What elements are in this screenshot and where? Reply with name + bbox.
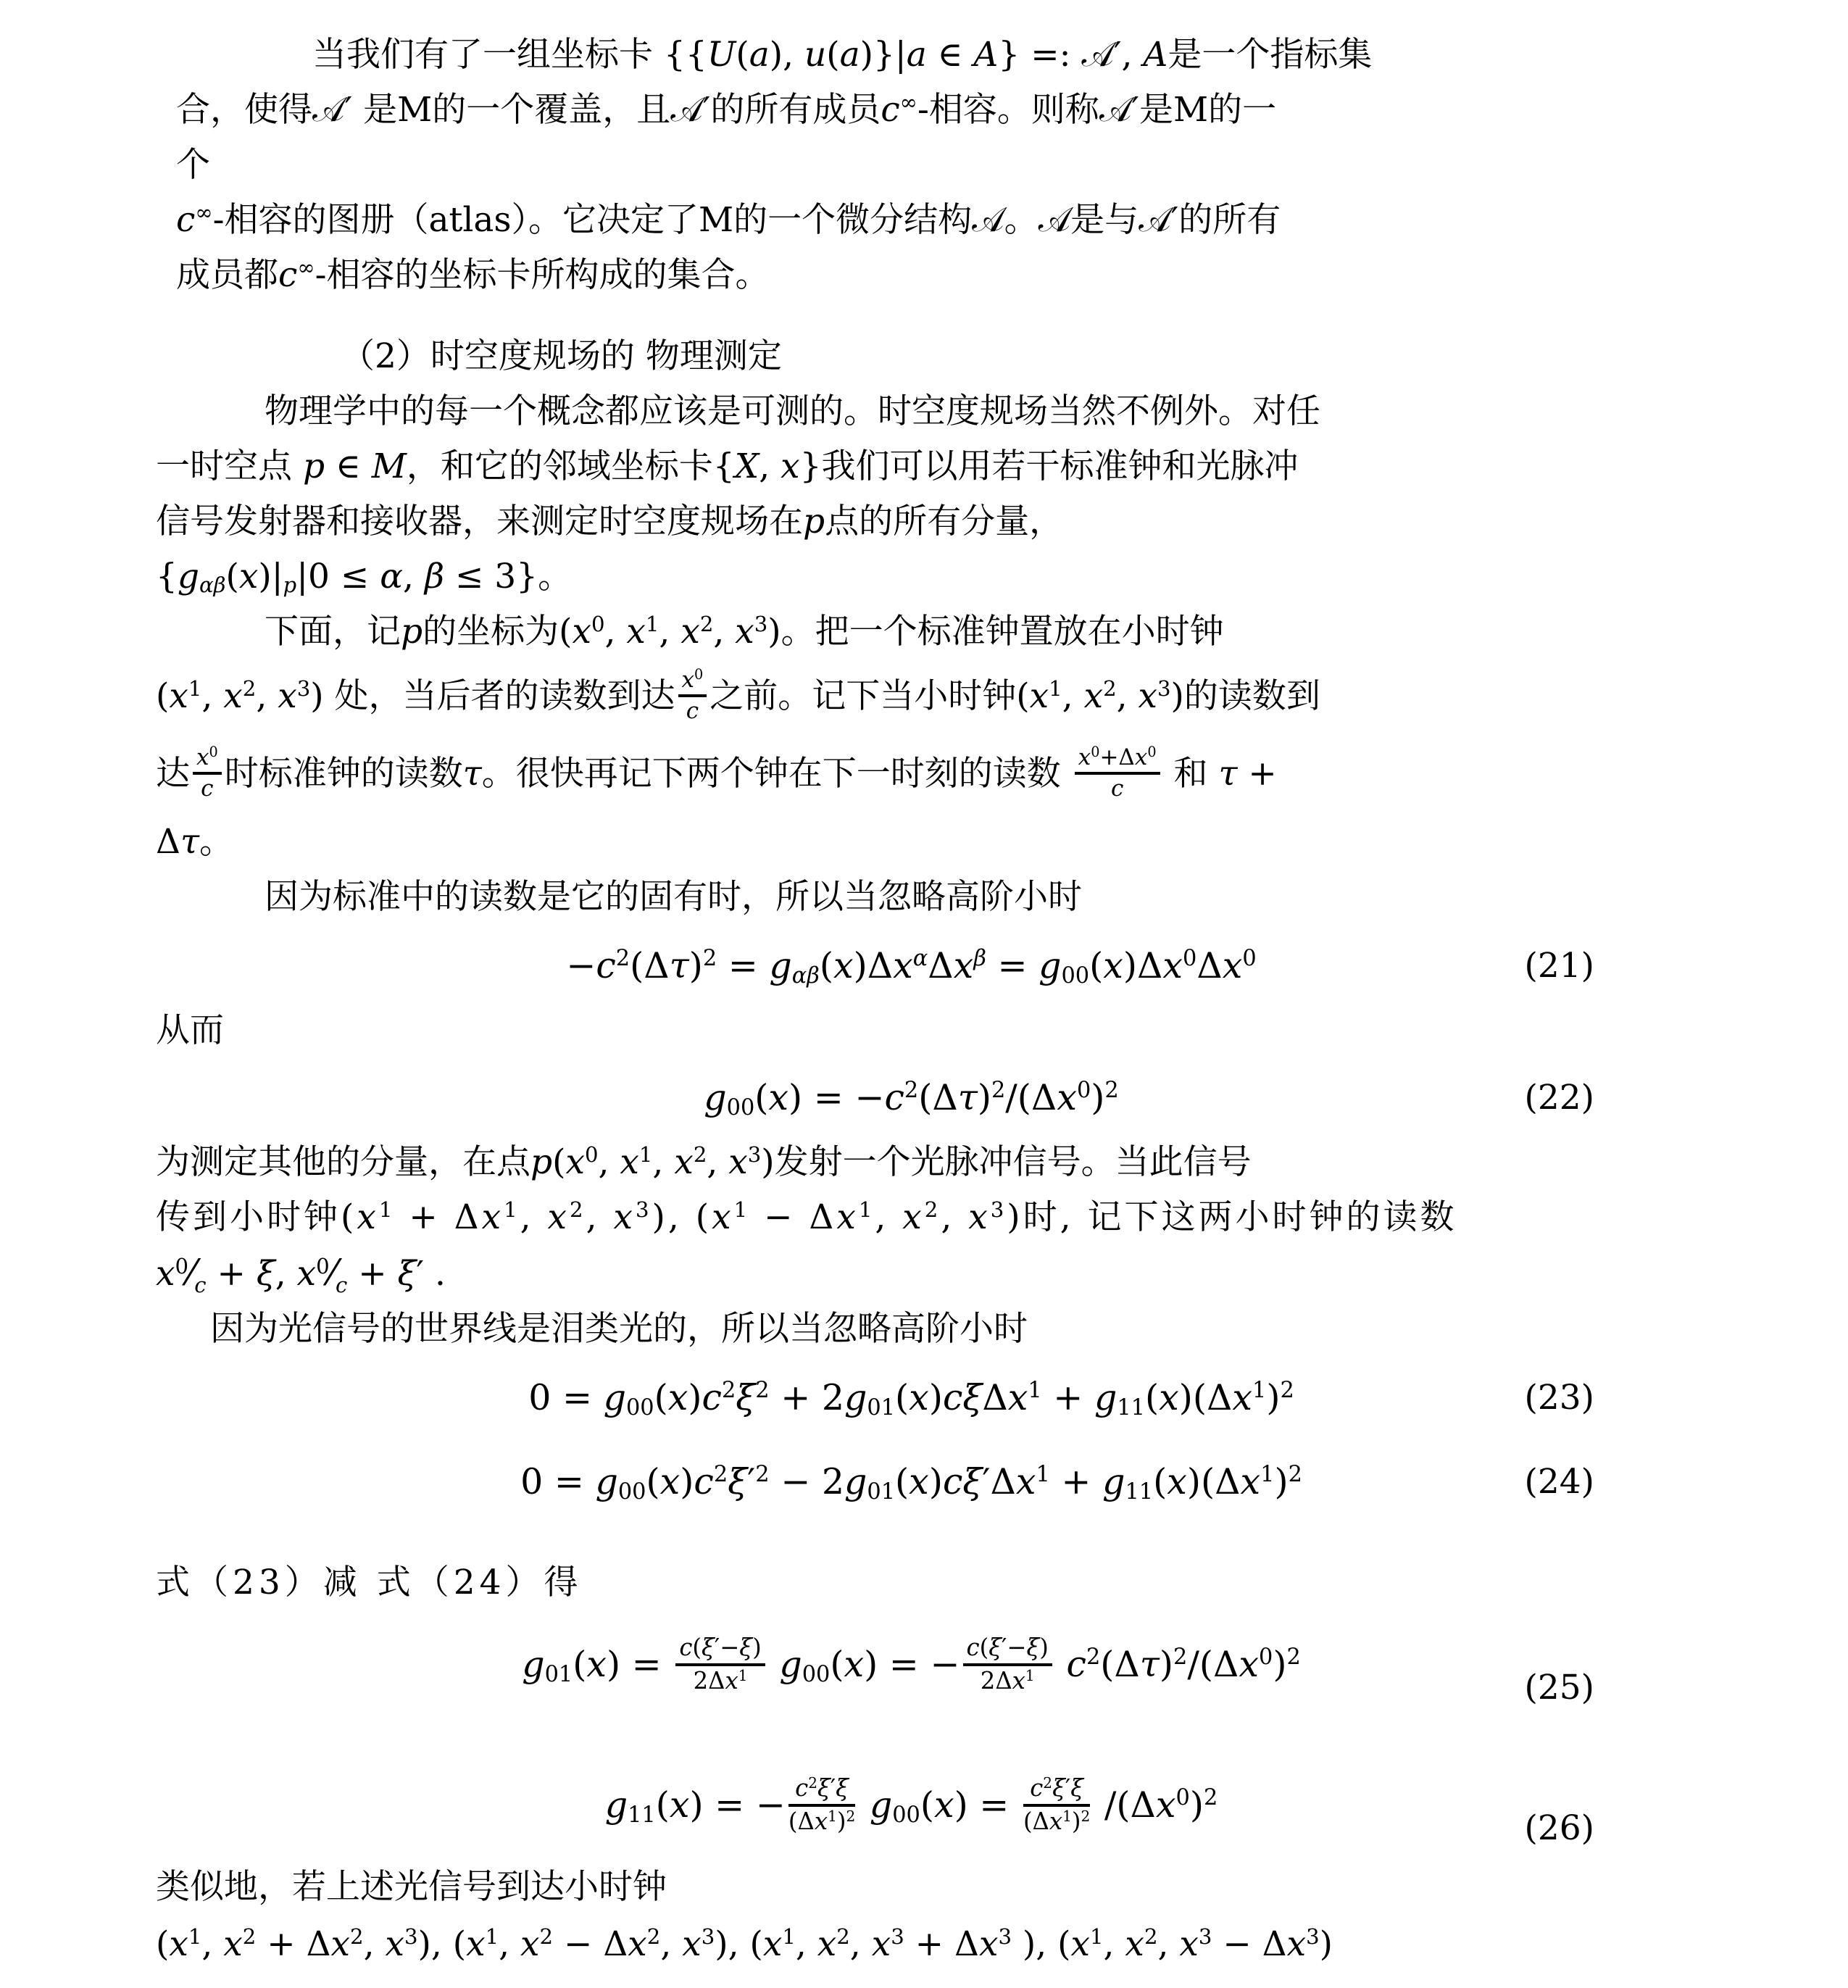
para-null-line-1: 因为光信号的世界线是泪类光的，所以当忽略高阶小时 bbox=[210, 1309, 1028, 1349]
para-other-line-2: 传到小时钟($x^1 + \Delta x^1$, $x^2$, $x^3$), ($x^1 - \Delta x^1$, $x^2$, $x^3$)时, 记下这两小时钟的读数 bbox=[156, 1197, 1457, 1237]
para-below-line-2: ($x^1$, $x^2$, $x^3$) 处，当后者的读数到达 $\frac{x^0}{c}$ 之前。记下当小时钟($x^1$, $x^2$, $x^3$)的读数到 bbox=[156, 666, 1320, 725]
equation-26 bbox=[156, 1751, 1667, 1860]
para-similar-line-1: 类似地，若上述光信号到达小时钟 bbox=[156, 1867, 667, 1907]
equation-21 bbox=[156, 935, 1667, 997]
para-below-line-4: Δτ。 bbox=[156, 822, 233, 862]
para-below-line-1: 下面，记p的坐标为($x^0$, $x^1$, $x^2$, $x^3$)。把一个标准钟置放在小时钟 bbox=[265, 611, 1224, 652]
para-proper-line-1: 因为标准中的读数是它的固有时，所以当忽略高阶小时 bbox=[265, 877, 1082, 917]
equation-25-number: (25) bbox=[1524, 1668, 1594, 1708]
equation-21-number: (21) bbox=[1524, 946, 1594, 986]
para-atlas-line-5: 成员都c∞-相容的坐标卡所构成的集合。 bbox=[176, 254, 770, 295]
equation-25 bbox=[156, 1610, 1667, 1719]
para-atlas-line-2: 合，使得𝒜′ 是M的一个覆盖，且𝒜′的所有成员c∞-相容。则称𝒜′是M的一 bbox=[176, 89, 1277, 130]
equation-24-body: $0 = g_{00}(x)c^2\xi'^2 - 2g_{01}(x)c\xi'\Delta x^1 + g_{11}(x)(\Delta x^1)^2$ bbox=[520, 1461, 1302, 1505]
para-subtract-line-1: 式（23）减 式（24）得 bbox=[156, 1563, 583, 1602]
para-measure-line-1: 物理学中的每一个概念都应该是可测的。时空度规场当然不例外。对任 bbox=[265, 391, 1320, 431]
para-similar-line-2: ($x^1$, $x^2 + \Delta x^2$, $x^3$), ($x^1$, $x^2 - \Delta x^2$, $x^3$), ($x^1$, $x^2$, $x^3 + \Delta x^3$ ), ($x^1$, $x^2$, $x^3 - \Delta x^3$) bbox=[156, 1923, 1333, 1964]
equation-24-number: (24) bbox=[1524, 1462, 1594, 1502]
equation-22-body: $g_{00}(x) = -c^2(\Delta\tau)^2/(\Delta x^0)^2$ bbox=[704, 1077, 1119, 1120]
equation-24 bbox=[156, 1451, 1667, 1513]
equation-23-number: (23) bbox=[1524, 1378, 1594, 1418]
para-atlas-line-1: 当我们有了一组坐标卡 {{U(a), u(a)}|a ∈ A} =: 𝒜′, A是一个指标集 bbox=[312, 35, 1373, 75]
equation-26-body: $g_{11}(x)$ = − $\frac{c^2\xi'\xi}{(\Delta x^1)^2}$ $g_{00}(x)$ = $\frac{c^2\xi'\xi}{(\Delta x^1)^2}$ $/(\Delta x^0)^2$ bbox=[604, 1774, 1218, 1835]
equation-21-body: $-c^2(\Delta\tau)^2 = g_{\alpha\beta}(x)\Delta x^\alpha\Delta x^\beta = g_{00}(x)\Delta x^0\Delta x^0$ bbox=[566, 945, 1257, 989]
equation-25-body: $g_{01}(x)$ = $\frac{c(\xi'-\xi)}{2\Delta x^1}$ $g_{00}(x)$ = − $\frac{c(\xi'-\xi)}{2\Delta x^1}$ $c^2(\Delta\tau)^2/(\Delta x^0)^2$ bbox=[522, 1634, 1301, 1694]
para-measure-line-3: 信号发射器和接收器，来测定时空度规场在p点的所有分量， bbox=[156, 502, 1064, 541]
equation-23-body: $0 = g_{00}(x)c^2\xi^2 + 2g_{01}(x)c\xi\Delta x^1 + g_{11}(x)(\Delta x^1)^2$ bbox=[528, 1377, 1294, 1421]
equation-26-number: (26) bbox=[1524, 1808, 1594, 1848]
para-below-line-3: 达 $\frac{x^0}{c}$ 时标准钟的读数τ。很快再记下两个钟在下一时刻的读数 $\frac{x^0+\Delta x^0}{c}$ 和 τ + bbox=[156, 744, 1277, 802]
para-measure-line-4: {$g_{\alpha\beta}(x)|_p|0 \le \alpha$, β ≤ 3}。 bbox=[156, 557, 573, 598]
para-atlas-line-4: c∞-相容的图册（atlas）。它决定了M的一个微分结构𝒜。𝒜是与𝒜′的所有 bbox=[176, 199, 1281, 240]
equation-23 bbox=[156, 1367, 1667, 1429]
equation-22-number: (22) bbox=[1524, 1078, 1594, 1118]
connector-thus: 从而 bbox=[156, 1010, 224, 1050]
para-other-line-3: $x^0⁄_c + \xi$, $x^0⁄_c + \xi'$ . bbox=[156, 1252, 446, 1298]
para-atlas-line-3: 个 bbox=[176, 145, 210, 185]
section-heading: （2）时空度规场的 物理测定 bbox=[341, 336, 782, 376]
equation-22 bbox=[156, 1067, 1667, 1129]
para-other-line-1: 为测定其他的分量，在点$p(x^0$, $x^1$, $x^2$, $x^3$)发射一个光脉冲信号。当此信号 bbox=[156, 1141, 1252, 1182]
para-measure-line-2: 一时空点 p ∈ M，和它的邻域坐标卡{X, x}我们可以用若干标准钟和光脉冲 bbox=[156, 446, 1299, 486]
